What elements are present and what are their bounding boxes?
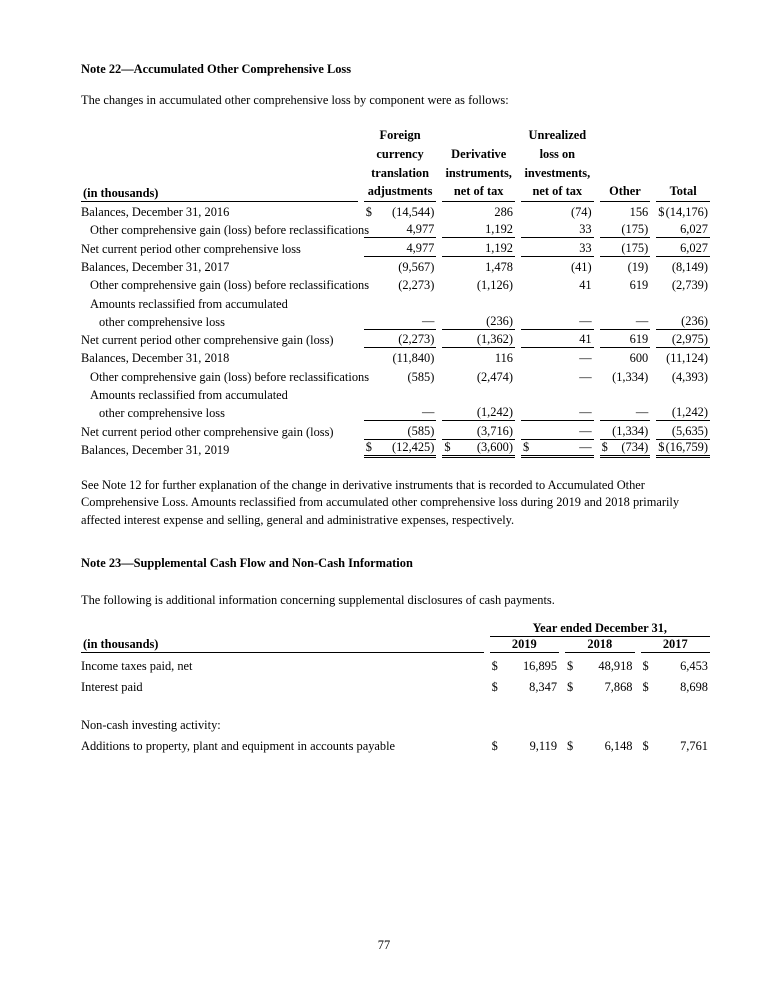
amount-cell: (175) bbox=[594, 220, 651, 238]
amount-cell: $ 8,347 bbox=[491, 680, 558, 695]
amount-cell: 4,977 bbox=[358, 220, 437, 238]
amount-cell bbox=[559, 712, 634, 733]
table-row bbox=[81, 238, 710, 256]
row-label: Other comprehensive gain (loss) before reclassifications bbox=[90, 223, 370, 238]
amount-cell: (2,474) bbox=[476, 369, 513, 384]
amount-cell: $ (734) bbox=[594, 440, 651, 458]
col-header-unrealized: Unrealized loss on investments, net of tax bbox=[515, 126, 594, 201]
amount-cell: — bbox=[594, 403, 651, 421]
table-row bbox=[81, 695, 710, 712]
amount-cell: $ 7,868 bbox=[567, 680, 633, 695]
table-row bbox=[81, 440, 710, 458]
row-label: Interest paid bbox=[81, 680, 143, 695]
amount-cell: 619 bbox=[629, 278, 649, 293]
note23-intro: The following is additional information concerning supplemental disclosures of cash payments. bbox=[81, 593, 555, 608]
note22-heading: Note 22—Accumulated Other Comprehensive Loss bbox=[81, 62, 352, 76]
amount-cell: — bbox=[515, 403, 594, 421]
amount-cell: 116 bbox=[494, 351, 513, 366]
amount-cell: (2,975) bbox=[650, 330, 710, 348]
row-label: Balances, December 31, 2019 bbox=[81, 442, 230, 457]
amount-cell: $ (14,176) bbox=[658, 205, 708, 220]
amount-cell bbox=[358, 293, 437, 311]
year-ended-header: Year ended December 31, bbox=[484, 621, 710, 637]
col-header-other: Other bbox=[594, 126, 651, 201]
amount-cell bbox=[436, 293, 515, 311]
amount-cell: — bbox=[358, 403, 437, 421]
aoci-table-header bbox=[81, 126, 710, 201]
table-row bbox=[81, 312, 710, 330]
amount-cell: (9,567) bbox=[398, 259, 435, 274]
amount-cell: 6,027 bbox=[650, 220, 710, 238]
table-row bbox=[81, 330, 710, 348]
amount-cell bbox=[436, 385, 515, 403]
table-row bbox=[81, 366, 710, 384]
amount-cell: (5,635) bbox=[650, 421, 710, 439]
amount-cell: (11,124) bbox=[666, 351, 708, 366]
table-row bbox=[81, 293, 710, 311]
amount-cell: (1,242) bbox=[650, 403, 710, 421]
amount-cell: (4,393) bbox=[671, 369, 708, 384]
amount-cell: (2,273) bbox=[358, 330, 437, 348]
aoci-table bbox=[81, 126, 710, 458]
col-header-derivative: Derivative instruments, net of tax bbox=[436, 126, 515, 201]
amount-cell: (236) bbox=[650, 312, 710, 330]
amount-cell: 1,192 bbox=[436, 238, 515, 256]
row-label: Net current period other comprehensive loss bbox=[81, 241, 301, 256]
amount-cell: 286 bbox=[494, 205, 513, 220]
amount-cell: $ — bbox=[515, 440, 594, 458]
table-row bbox=[81, 385, 710, 403]
amount-cell bbox=[650, 385, 710, 403]
table-row bbox=[81, 421, 710, 439]
spacer-row bbox=[81, 695, 710, 712]
amount-cell: (585) bbox=[358, 421, 437, 439]
amount-cell: (41) bbox=[570, 259, 592, 274]
row-label: Other comprehensive gain (loss) before reclassifications bbox=[90, 278, 370, 293]
table-row bbox=[81, 674, 710, 695]
table-row bbox=[81, 403, 710, 421]
page-number: 77 bbox=[377, 938, 391, 952]
amount-cell: (3,716) bbox=[436, 421, 515, 439]
amount-cell: — bbox=[579, 351, 592, 366]
table-row bbox=[81, 348, 710, 366]
amount-cell bbox=[515, 293, 594, 311]
span-header-spacer bbox=[81, 621, 484, 637]
amount-cell: (11,840) bbox=[392, 351, 435, 366]
amount-cell: 33 bbox=[515, 220, 594, 238]
table-row bbox=[81, 653, 710, 674]
amount-cell: 600 bbox=[629, 351, 649, 366]
aoci-table-body bbox=[81, 202, 710, 458]
amount-cell: — bbox=[579, 369, 592, 384]
row-label: Net current period other comprehensive gain (loss) bbox=[81, 424, 334, 439]
amount-cell: (1,126) bbox=[476, 278, 513, 293]
year-2018-header: 2018 bbox=[559, 637, 634, 653]
note23-heading: Note 23—Supplemental Cash Flow and Non-Cash Information bbox=[81, 556, 413, 571]
amount-cell: 1,192 bbox=[436, 220, 515, 238]
year-2017-header: 2017 bbox=[635, 637, 711, 653]
amount-cell: $ 48,918 bbox=[567, 659, 633, 674]
amount-cell: 41 bbox=[515, 330, 594, 348]
amount-cell bbox=[484, 712, 559, 733]
in-thousands-label: (in thousands) bbox=[81, 637, 484, 653]
amount-cell: 1,478 bbox=[485, 259, 513, 274]
row-label: Balances, December 31, 2017 bbox=[81, 259, 230, 274]
note22-footnote: See Note 12 for further explanation of the change in derivative instruments that is recorded to Accumulated Other Comprehensive Loss. Amounts reclassified from accumulated other comprehensive loss during 2019 and 2018 primarily affected interest expense and selling, general and administrative expenses, respectively. bbox=[81, 477, 680, 527]
amount-cell: $ 6,453 bbox=[642, 659, 708, 674]
amount-cell: (175) bbox=[594, 238, 651, 256]
row-label: other comprehensive loss bbox=[99, 314, 225, 329]
amount-cell: $ (14,544) bbox=[365, 205, 435, 220]
amount-cell: (2,273) bbox=[398, 278, 435, 293]
amount-cell: — bbox=[594, 312, 651, 330]
amount-cell: $ 7,761 bbox=[642, 739, 708, 754]
amount-cell: 41 bbox=[579, 278, 592, 293]
amount-cell: (1,362) bbox=[436, 330, 515, 348]
row-label: Net current period other comprehensive gain (loss) bbox=[81, 333, 334, 348]
amount-cell: $ (3,600) bbox=[436, 440, 515, 458]
row-label: other comprehensive loss bbox=[99, 406, 225, 421]
amount-cell: — bbox=[515, 312, 594, 330]
amount-cell: 33 bbox=[515, 238, 594, 256]
in-thousands-label: (in thousands) bbox=[81, 126, 358, 201]
amount-cell bbox=[594, 385, 651, 403]
table-row bbox=[81, 220, 710, 238]
row-label: Income taxes paid, net bbox=[81, 659, 193, 674]
amount-cell: 6,027 bbox=[650, 238, 710, 256]
row-label: Amounts reclassified from accumulated bbox=[90, 388, 288, 403]
amount-cell: — bbox=[515, 421, 594, 439]
row-label: Amounts reclassified from accumulated bbox=[90, 296, 288, 311]
table-row bbox=[81, 275, 710, 293]
amount-cell: (2,739) bbox=[671, 278, 708, 293]
amount-cell: (1,242) bbox=[436, 403, 515, 421]
row-label: Balances, December 31, 2018 bbox=[81, 351, 230, 366]
cashflow-table bbox=[81, 621, 710, 754]
row-label: Balances, December 31, 2016 bbox=[81, 205, 230, 220]
amount-cell: (1,334) bbox=[612, 369, 649, 384]
amount-cell: (74) bbox=[570, 205, 592, 220]
amount-cell: $ 9,119 bbox=[491, 739, 558, 754]
year-2019-header: 2019 bbox=[484, 637, 559, 653]
amount-cell bbox=[594, 293, 651, 311]
amount-cell bbox=[635, 712, 711, 733]
amount-cell: (236) bbox=[436, 312, 515, 330]
row-label: Non-cash investing activity: bbox=[81, 718, 221, 733]
amount-cell: 619 bbox=[594, 330, 651, 348]
col-header-total: Total bbox=[650, 126, 710, 201]
cashflow-table-body bbox=[81, 653, 710, 754]
amount-cell bbox=[515, 385, 594, 403]
amount-cell: $ (12,425) bbox=[358, 440, 437, 458]
table-row bbox=[81, 257, 710, 275]
cashflow-table-header bbox=[81, 621, 710, 653]
amount-cell: (8,149) bbox=[671, 259, 708, 274]
note22-intro: The changes in accumulated other comprehensive loss by component were as follows: bbox=[81, 93, 509, 107]
amount-cell: $ (16,759) bbox=[650, 440, 710, 458]
table-row bbox=[81, 733, 710, 754]
amount-cell: $ 16,895 bbox=[491, 659, 558, 674]
amount-cell: 4,977 bbox=[358, 238, 437, 256]
amount-cell: (585) bbox=[407, 369, 435, 384]
table-row bbox=[81, 712, 710, 733]
amount-cell: (19) bbox=[627, 259, 649, 274]
amount-cell bbox=[358, 385, 437, 403]
amount-cell: $ 6,148 bbox=[567, 739, 633, 754]
amount-cell bbox=[650, 293, 710, 311]
amount-cell: (1,334) bbox=[594, 421, 651, 439]
amount-cell: — bbox=[358, 312, 437, 330]
row-label: Other comprehensive gain (loss) before reclassifications bbox=[90, 369, 370, 384]
row-label: Additions to property, plant and equipment in accounts payable bbox=[81, 739, 396, 754]
amount-cell: 156 bbox=[629, 205, 649, 220]
table-row bbox=[81, 202, 710, 220]
amount-cell: $ 8,698 bbox=[642, 680, 708, 695]
col-header-foreign-currency: Foreign currency translation adjustments bbox=[358, 126, 437, 201]
